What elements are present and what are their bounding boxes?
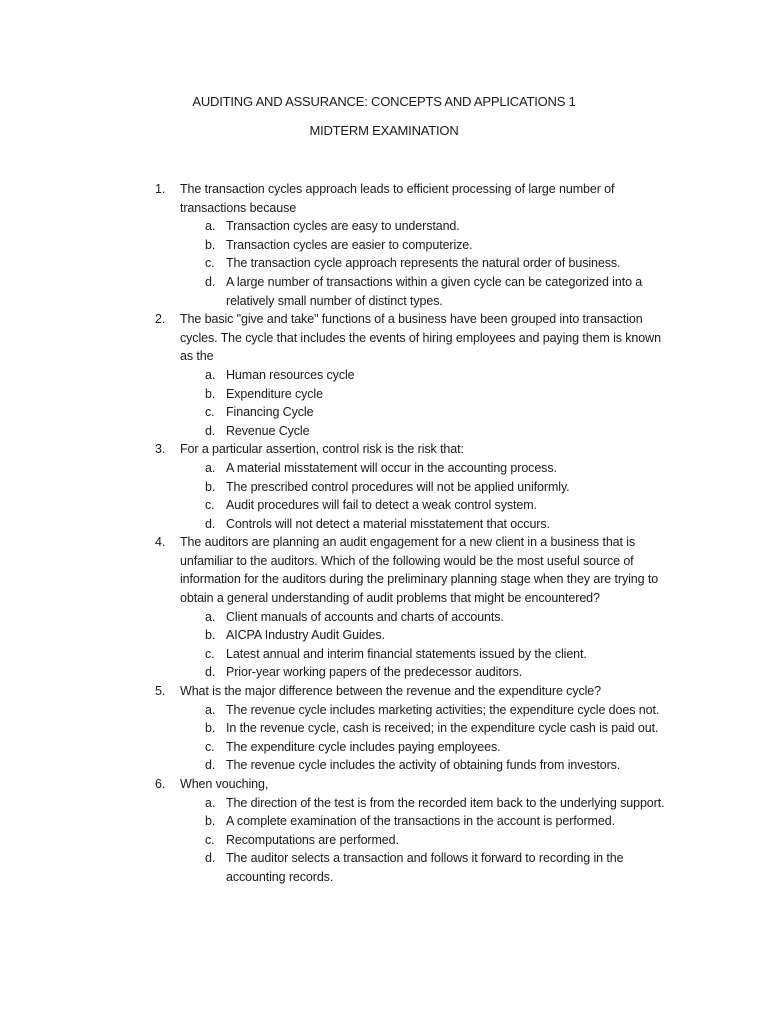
option-letter: b.: [205, 721, 216, 736]
question-text: The auditors are planning an audit engagement for a new client in a business that is unfamiliar to the auditors. Which of the following would be the most useful source of information for the auditors during the preliminary planning stage when they are trying to obtain a general understanding of audit problems that might be encountered?: [180, 535, 659, 606]
option-c: [205, 645, 675, 664]
option-letter: d.: [205, 758, 216, 773]
option-d: [205, 422, 675, 441]
option-text: The auditor selects a transaction and follows it forward to recording in the accounting records.: [226, 851, 624, 884]
option-text: A large number of transactions within a given cycle can be categorized into a relatively small number of distinct types.: [226, 274, 643, 308]
option-b: [205, 385, 675, 404]
option-text: The direction of the test is from the recorded item back to the underlying support.: [226, 795, 665, 810]
option-text: Controls will not detect a material misstatement that occurs.: [226, 516, 550, 531]
option-text: Transaction cycles are easy to understand.: [226, 219, 460, 234]
option-list: [205, 459, 675, 533]
question-3: [155, 440, 675, 533]
option-list: [205, 701, 675, 775]
option-b: [205, 478, 675, 497]
option-c: [205, 738, 675, 757]
option-a: [205, 459, 675, 478]
option-letter: c.: [205, 498, 215, 513]
option-text: AICPA Industry Audit Guides.: [226, 628, 385, 643]
question-text: The basic "give and take" functions of a business have been grouped into transaction cycles. The cycle that includes the events of hiring employees and paying them is known as the: [180, 312, 661, 364]
option-text: Latest annual and interim financial statements issued by the client.: [226, 646, 587, 661]
question-text: The transaction cycles approach leads to efficient processing of large number of transactions because: [180, 182, 615, 215]
option-text: The revenue cycle includes the activity of obtaining funds from investors.: [226, 758, 621, 773]
question-number: 2.: [155, 312, 166, 327]
option-text: The prescribed control procedures will not be applied uniformly.: [226, 479, 570, 494]
option-letter: c.: [205, 405, 215, 420]
option-c: [205, 496, 675, 515]
option-letter: b.: [205, 628, 216, 643]
option-a: [205, 608, 675, 627]
option-text: Expenditure cycle: [226, 386, 323, 401]
option-letter: a.: [205, 367, 216, 382]
question-1: [155, 180, 675, 310]
option-letter: c.: [205, 256, 215, 271]
option-d: [205, 273, 675, 310]
option-letter: a.: [205, 609, 216, 624]
question-number: 3.: [155, 442, 166, 457]
option-d: [205, 849, 675, 886]
option-list: [205, 608, 675, 682]
option-text: Client manuals of accounts and charts of accounts.: [226, 609, 504, 624]
option-letter: b.: [205, 479, 216, 494]
option-a: [205, 217, 675, 236]
option-text: Transaction cycles are easier to computerize.: [226, 237, 473, 252]
option-c: [205, 403, 675, 422]
option-a: [205, 794, 675, 813]
option-text: The transaction cycle approach represents the natural order of business.: [226, 256, 621, 271]
option-text: The expenditure cycle includes paying employees.: [226, 739, 501, 754]
option-d: [205, 663, 675, 682]
option-text: Revenue Cycle: [226, 423, 310, 438]
question-2: [155, 310, 675, 440]
option-text: The revenue cycle includes marketing activities; the expenditure cycle does not.: [226, 702, 660, 717]
document-subtitle: MIDTERM EXAMINATION: [309, 123, 459, 138]
option-text: Recomputations are performed.: [226, 832, 399, 847]
option-letter: d.: [205, 851, 216, 866]
option-list: [205, 217, 675, 310]
option-b: [205, 719, 675, 738]
question-number: 6.: [155, 777, 166, 791]
option-a: [205, 366, 675, 385]
option-letter: a.: [205, 219, 216, 234]
option-list: [205, 794, 675, 887]
option-text: Prior-year working papers of the predecessor auditors.: [226, 665, 523, 680]
document-title: AUDITING AND ASSURANCE: CONCEPTS AND APPLICATIONS 1: [192, 94, 576, 109]
option-letter: d.: [205, 423, 216, 438]
option-list: [205, 366, 675, 440]
option-d: [205, 515, 675, 534]
option-letter: a.: [205, 795, 216, 810]
question-4: [155, 533, 675, 682]
option-c: [205, 254, 675, 273]
option-d: [205, 756, 675, 775]
option-c: [205, 831, 675, 850]
option-letter: b.: [205, 814, 216, 829]
option-text: In the revenue cycle, cash is received; in the expenditure cycle cash is paid out.: [226, 721, 659, 736]
option-letter: c.: [205, 646, 215, 661]
question-number: 1.: [155, 182, 166, 196]
option-text: A complete examination of the transactions in the account is performed.: [226, 814, 615, 829]
question-text: What is the major difference between the revenue and the expenditure cycle?: [180, 684, 602, 699]
option-letter: d.: [205, 516, 216, 531]
option-text: Audit procedures will fail to detect a weak control system.: [226, 498, 537, 513]
question-number: 5.: [155, 684, 166, 699]
question-6: [155, 775, 675, 887]
option-letter: d.: [205, 665, 216, 680]
option-text: A material misstatement will occur in the accounting process.: [226, 460, 557, 475]
option-b: [205, 236, 675, 255]
question-text: For a particular assertion, control risk is the risk that:: [180, 442, 464, 457]
option-letter: c.: [205, 739, 215, 754]
option-letter: a.: [205, 702, 216, 717]
option-letter: b.: [205, 386, 216, 401]
option-text: Financing Cycle: [226, 405, 314, 420]
option-letter: c.: [205, 832, 215, 847]
question-number: 4.: [155, 535, 166, 550]
question-text: When vouching,: [180, 777, 269, 791]
option-text: Human resources cycle: [226, 367, 355, 382]
question-5: [155, 682, 675, 775]
option-b: [205, 626, 675, 645]
option-b: [205, 812, 675, 831]
question-list: [155, 180, 675, 887]
option-letter: a.: [205, 460, 216, 475]
option-letter: b.: [205, 237, 216, 252]
option-letter: d.: [205, 274, 216, 289]
option-a: [205, 701, 675, 720]
